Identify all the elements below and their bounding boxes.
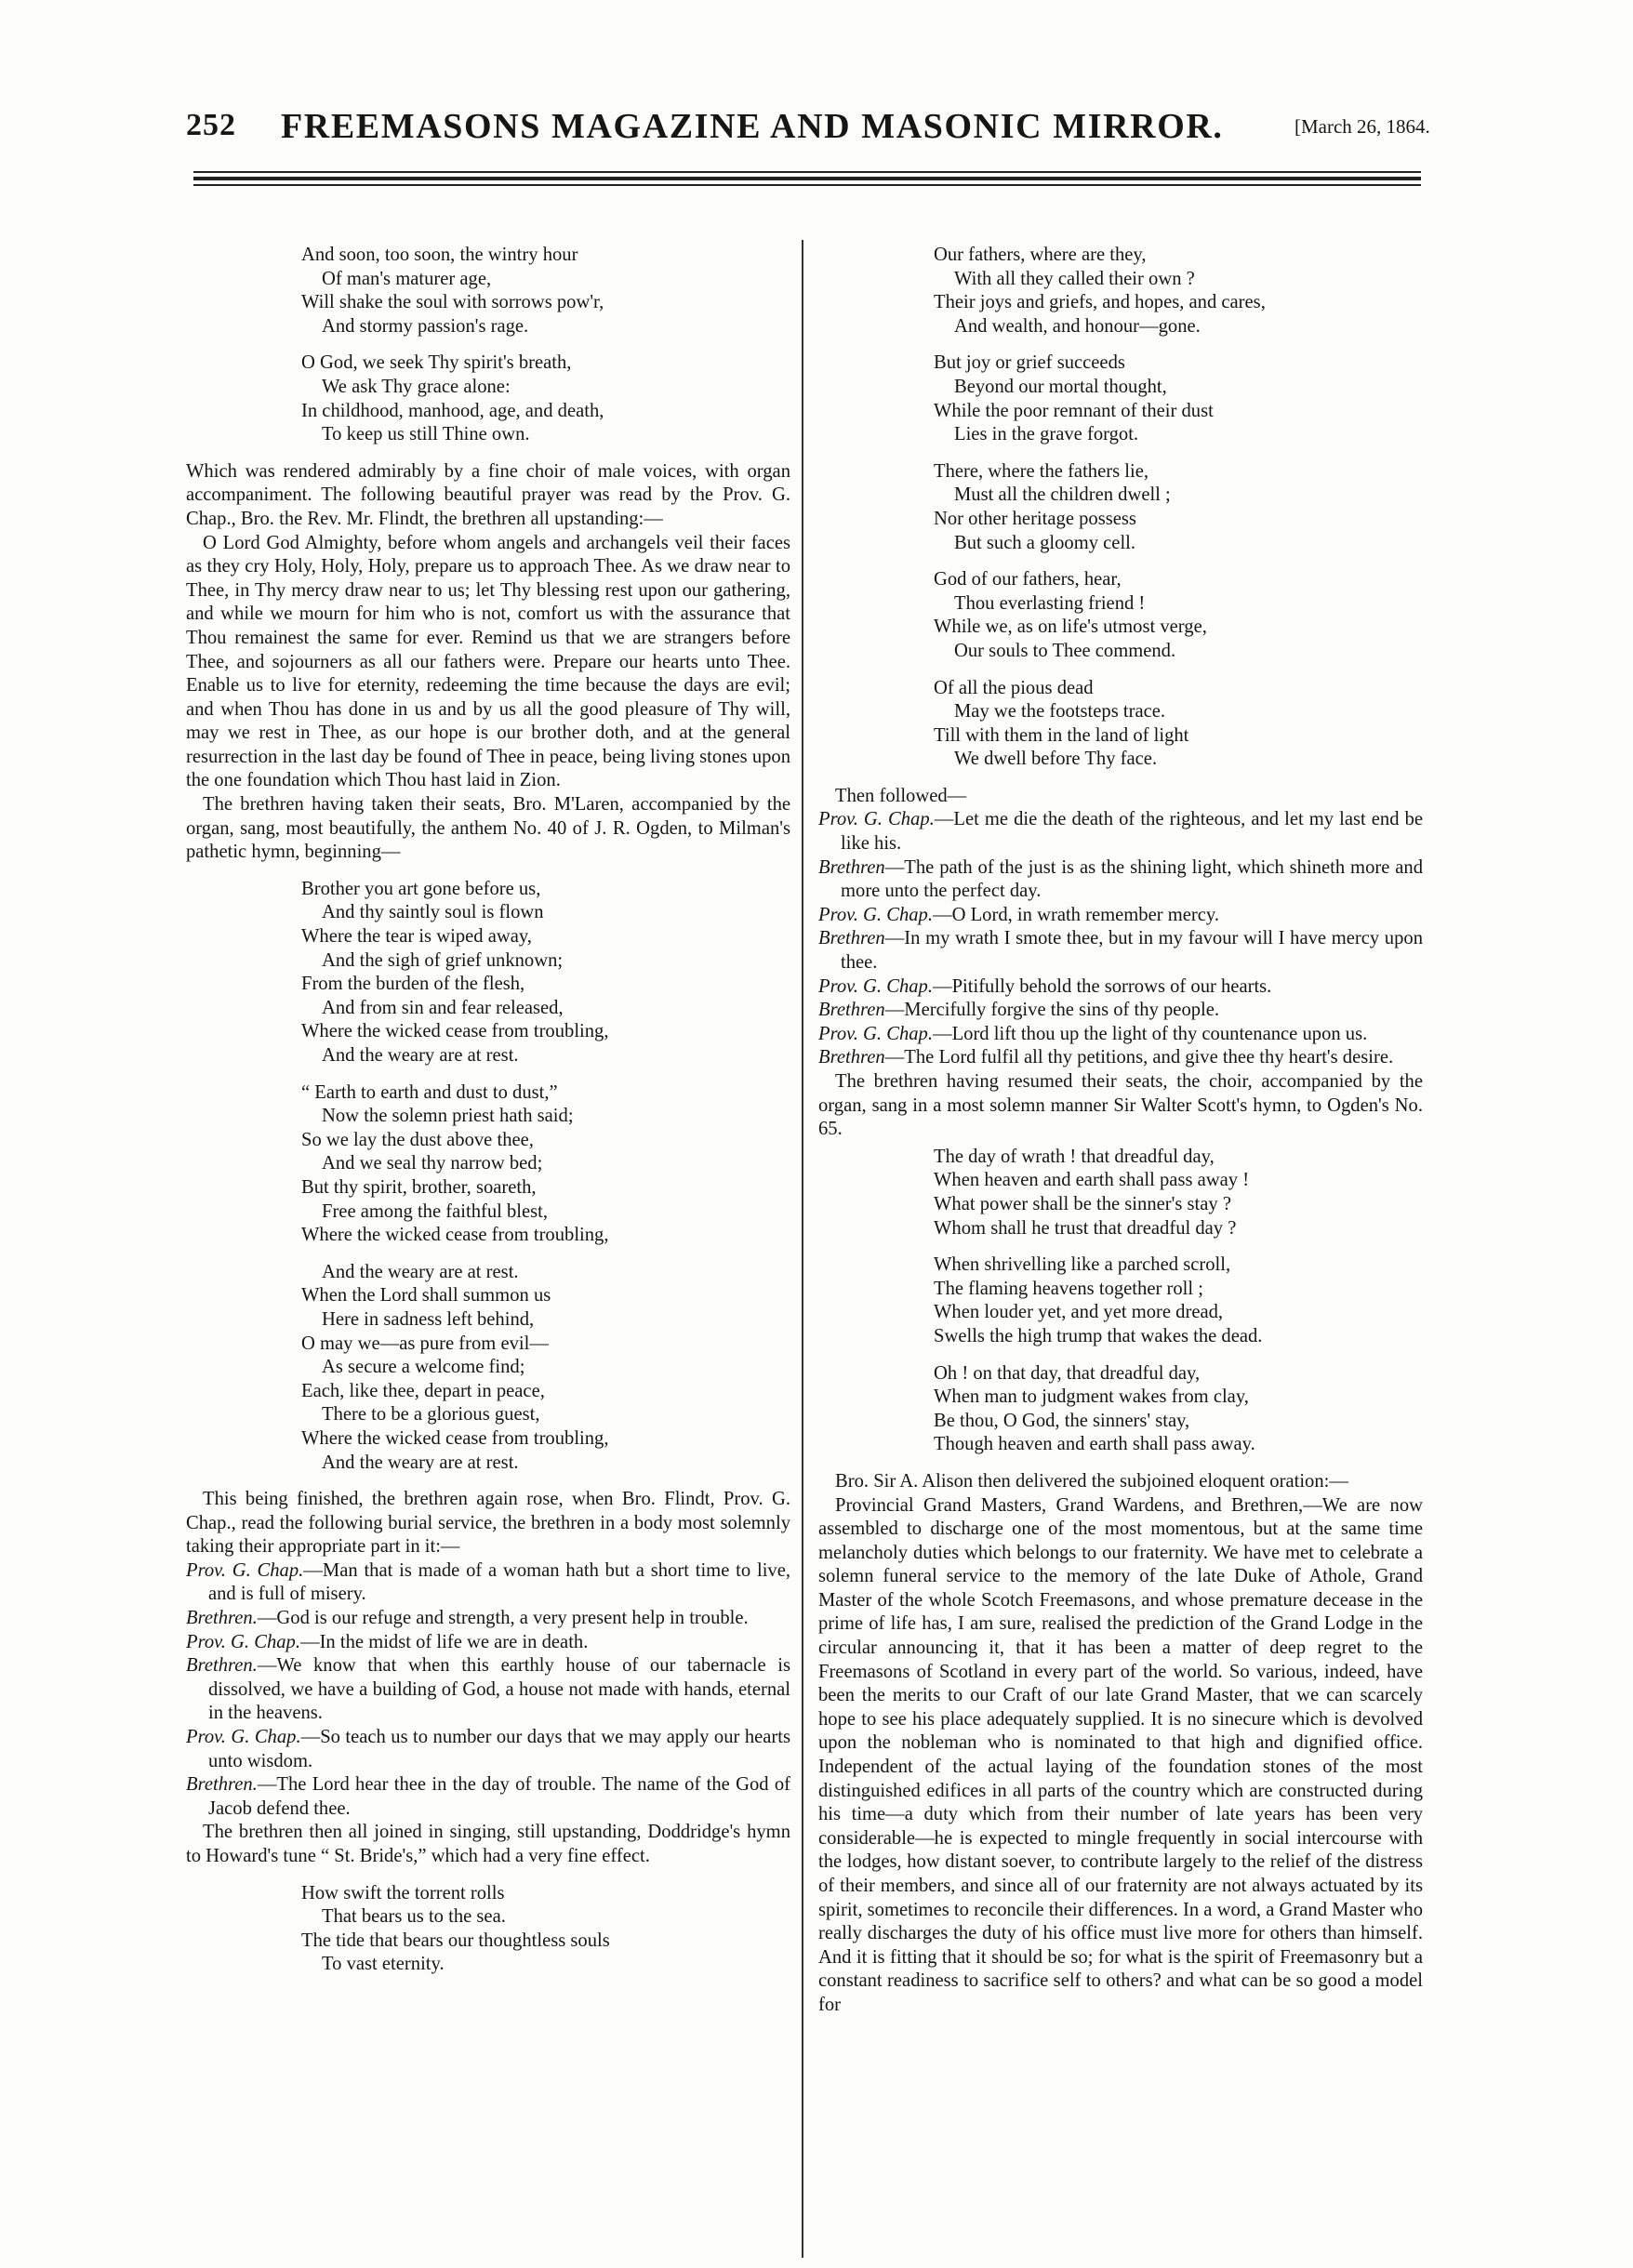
verse-line: O may we—as pure from evil— xyxy=(301,1333,549,1354)
speaker-label: Prov. G. Chap. xyxy=(186,1559,304,1581)
verse-line: “ Earth to earth and dust to dust,” xyxy=(301,1081,558,1103)
right-column xyxy=(818,244,1423,2018)
response-text: —Pitifully behold the sorrows of our hearts. xyxy=(932,975,1272,997)
left-column xyxy=(186,244,790,1990)
speaker-label: Prov. G. Chap. xyxy=(818,975,933,997)
response-text: —Man that is made of a woman hath but a short time to live, and is full of misery. xyxy=(208,1559,790,1605)
verse-line: Now the solemn priest hath said; xyxy=(322,1106,574,1127)
verse-line: Where the wicked cease from troubling, xyxy=(301,1225,609,1246)
verse-line: But such a gloomy cell. xyxy=(954,532,1136,553)
verse-line: Their joys and griefs, and hopes, and cares, xyxy=(934,292,1266,313)
verse-line: And wealth, and honour—gone. xyxy=(954,315,1201,337)
verse-line: We ask Thy grace alone: xyxy=(322,376,511,397)
response-line xyxy=(186,1607,790,1631)
verse-line: Where the wicked cease from troubling, xyxy=(301,1427,609,1449)
issue-date: [March 26, 1864. xyxy=(1294,115,1430,138)
header-rule-thin-lower xyxy=(193,184,1421,186)
response-line xyxy=(186,1726,790,1773)
response-text: —In the midst of life we are in death. xyxy=(299,1631,589,1652)
response-line xyxy=(818,856,1423,904)
response-text: —The Lord hear thee in the day of trouble. The name of the God of Jacob defend thee. xyxy=(208,1774,790,1819)
verse-line: God of our fathers, hear, xyxy=(934,569,1122,590)
verse-line: The day of wrath ! that dreadful day, xyxy=(934,1146,1215,1167)
response-text: —So teach us to number our days that we may apply our hearts unto wisdom. xyxy=(208,1727,790,1771)
verse-line: Thou everlasting friend ! xyxy=(954,592,1146,614)
speaker-label: Brethren. xyxy=(186,1655,258,1677)
verse-line: We dwell before Thy face. xyxy=(954,749,1158,770)
speaker-label: Brethren. xyxy=(186,1774,258,1796)
burial-service-responses xyxy=(186,1559,790,1822)
verse-line: While we, as on life's utmost verge, xyxy=(934,617,1207,638)
verse-line: Be thou, O God, the sinners' stay, xyxy=(934,1410,1190,1431)
speaker-label: Prov. G. Chap. xyxy=(186,1631,300,1652)
speaker-label: Prov. G. Chap. xyxy=(818,904,933,925)
verse-line: And we seal thy narrow bed; xyxy=(322,1153,543,1174)
verse-line: Of all the pious dead xyxy=(934,677,1094,698)
verse-line: Till with them in the land of light xyxy=(934,724,1189,746)
verse-line: O God, we seek Thy spirit's breath, xyxy=(301,352,572,374)
column-divider xyxy=(802,240,803,2258)
verse-line: Will shake the soul with sorrows pow'r, xyxy=(301,292,604,313)
prayer-paragraph: O Lord God Almighty, before whom angels and archangels veil their faces as they cry Holy, Holy, Holy, prepare us to approach Thee. As we draw near to Thee, in Thy mercy draw near to us; let Thy blessing rest upon our gathering, and while we mourn for him who is not, comfort us with the assurance that Thou remainest the same for ever. Remind us that we are strangers before Thee, and sojourners as all our fathers were. Prepare our hearts unto Thee. Enable us to live for eternity, redeeming the time because the days are evil; and when Thou has done in us and by us all the good pleasure of Thy will, may we rest in Thee, as our hope is our brother doth, and at the general resurrection in the last day be found of Thee in peace, being living stones upon the one foundation which Thou hast laid in Zion. xyxy=(186,532,790,791)
body-paragraph: Which was rendered admirably by a fine choir of male voices, with organ accompaniment. The following beautiful prayer was read by the Prov. G. Chap., Bro. the Rev. Mr. Flindt, the brethren all upstanding:— xyxy=(186,460,790,529)
verse-line: And the weary are at rest. xyxy=(322,1452,519,1473)
response-line xyxy=(818,904,1423,928)
page-number: 252 xyxy=(186,108,236,142)
header-rule-thin xyxy=(193,171,1421,173)
verse-line: To keep us still Thine own. xyxy=(322,424,530,445)
masthead-title: FREEMASONS MAGAZINE AND MASONIC MIRROR. xyxy=(281,107,1224,146)
verse-line: When man to judgment wakes from clay, xyxy=(934,1386,1249,1408)
response-line xyxy=(186,1773,790,1821)
response-line xyxy=(818,927,1423,975)
verse-line: Whom shall he trust that dreadful day ? xyxy=(934,1217,1237,1239)
speaker-label: Brethren xyxy=(818,928,885,949)
burial-service-responses xyxy=(818,808,1423,1070)
hymn-stanza xyxy=(186,1882,790,1977)
verse-line: From the burden of the flesh, xyxy=(301,974,525,995)
verse-line: Beyond our mortal thought, xyxy=(954,376,1167,397)
speaker-label: Prov. G. Chap. xyxy=(186,1727,301,1748)
hymn-stanza xyxy=(818,351,1423,446)
verse-line: Must all the children dwell ; xyxy=(954,484,1171,506)
body-paragraph: Then followed— xyxy=(835,785,967,806)
verse-line: When the Lord shall summon us xyxy=(301,1285,551,1306)
page-header xyxy=(186,102,1469,149)
verse-line: That bears us to the sea. xyxy=(322,1906,506,1928)
response-text: —Let me die the death of the righteous, and let my last end be like his. xyxy=(841,809,1424,855)
body-paragraph: Bro. Sir A. Alison then delivered the subjoined eloquent oration:— xyxy=(835,1470,1348,1492)
verse-line: And from sin and fear released, xyxy=(322,997,564,1018)
response-line xyxy=(818,1023,1423,1047)
verse-line: Our fathers, where are they, xyxy=(934,245,1147,265)
verse-line: But joy or grief succeeds xyxy=(934,352,1125,374)
verse-line: Nor other heritage possess xyxy=(934,508,1136,529)
verse-line: There to be a glorious guest, xyxy=(322,1404,540,1426)
verse-line: With all they called their own ? xyxy=(954,268,1195,289)
hymn-stanza xyxy=(818,1362,1423,1457)
verse-line: Where the tear is wiped away, xyxy=(301,926,532,948)
response-text: —God is our refuge and strength, a very present help in trouble. xyxy=(257,1608,749,1629)
response-line xyxy=(186,1654,790,1726)
response-text: —We know that when this earthly house of our tabernacle is dissolved, we have a building of God, a house not made with hands, eternal in the heavens. xyxy=(208,1655,790,1724)
verse-line: While the poor remnant of their dust xyxy=(934,400,1214,421)
response-text: —In my wrath I smote thee, but in my favour will I have mercy upon thee. xyxy=(841,928,1423,974)
header-rule-thick xyxy=(193,177,1421,180)
verse-line: Of man's maturer age, xyxy=(322,268,492,289)
verse-line: But thy spirit, brother, soareth, xyxy=(301,1176,537,1198)
hymn-stanza xyxy=(186,1081,790,1248)
hymn-stanza xyxy=(818,568,1423,663)
verse-line: And the weary are at rest. xyxy=(322,1045,519,1066)
verse-line: And stormy passion's rage. xyxy=(322,315,529,337)
speaker-label: Brethren xyxy=(818,1047,885,1068)
verse-line: Each, like thee, depart in peace, xyxy=(301,1380,545,1401)
verse-line: And soon, too soon, the wintry hour xyxy=(301,245,578,265)
verse-line: When shrivelling like a parched scroll, xyxy=(934,1254,1231,1276)
response-line xyxy=(186,1631,790,1655)
hymn-stanza xyxy=(186,1261,790,1475)
verse-line: Lies in the grave forgot. xyxy=(954,424,1139,445)
verse-line: Our souls to Thee commend. xyxy=(954,640,1176,661)
hymn-stanza xyxy=(186,878,790,1068)
speaker-label: Prov. G. Chap. xyxy=(818,809,935,830)
hymn-stanza xyxy=(818,1146,1423,1240)
verse-line: Where the wicked cease from troubling, xyxy=(301,1021,609,1042)
verse-line: Here in sadness left behind, xyxy=(322,1308,535,1330)
verse-line: Swells the high trump that wakes the dead. xyxy=(934,1325,1263,1346)
verse-line: In childhood, manhood, age, and death, xyxy=(301,400,604,421)
verse-line: The tide that bears our thoughtless souls xyxy=(301,1930,610,1951)
response-line xyxy=(186,1559,790,1607)
response-text: —Lord lift thou up the light of thy countenance upon us. xyxy=(932,1023,1368,1044)
verse-line: Free among the faithful blest, xyxy=(322,1200,549,1222)
poem-stanza xyxy=(186,351,790,446)
verse-line: Oh ! on that day, that dreadful day, xyxy=(934,1362,1201,1384)
poem-stanza xyxy=(186,244,790,338)
verse-line: When heaven and earth shall pass away ! xyxy=(934,1170,1250,1191)
response-text: —The path of the just is as the shining light, which shineth more and more unto the perfect day. xyxy=(841,856,1423,902)
verse-line: And the weary are at rest. xyxy=(322,1261,519,1282)
verse-line: How swift the torrent rolls xyxy=(301,1882,505,1903)
body-paragraph: The brethren having taken their seats, Bro. M'Laren, accompanied by the organ, sang, most beautifully, the anthem No. 40 of J. R. Ogden, to Milman's pathetic hymn, beginning— xyxy=(186,794,790,863)
response-line xyxy=(818,975,1423,1000)
speaker-label: Brethren xyxy=(818,856,885,878)
verse-line: When louder yet, and yet more dread, xyxy=(934,1302,1224,1323)
body-paragraph: This being finished, the brethren again rose, when Bro. Flindt, Prov. G. Chap., read the following burial service, the brethren in a body most solemnly taking their appropriate part in it:— xyxy=(186,1489,790,1558)
verse-line: Brother you art gone before us, xyxy=(301,878,541,899)
speaker-label: Prov. G. Chap. xyxy=(818,1023,933,1044)
hymn-stanza xyxy=(818,244,1423,338)
verse-line: May we the footsteps trace. xyxy=(954,701,1166,723)
response-text: —Mercifully forgive the sins of thy people. xyxy=(884,1000,1220,1021)
verse-line: What power shall be the sinner's stay ? xyxy=(934,1193,1231,1214)
oration-paragraph: Provincial Grand Masters, Grand Wardens, and Brethren,—We are now assembled to discharge one of the most momentous, but at the same time melancholy duties which belongs to our fraternity. We have met to celebrate a solemn funeral service to the memory of the late Duke of Athole, Grand Master of the whole Scotch Freemasons, and whose premature decease in the prime of life has, I am sure, realised the prediction of the Grand Lodge in the circular announcing it, that it has been a matter of deep regret to the Freemasons of Scotland in every part of the world. So various, indeed, have been the merits to our Craft of our late Grand Master, that we can scarcely hope to see his place adequately supplied. It is no sinecure which is devolved upon the nobleman who is nominated to that high and dignified office. Independent of the actual laying of the foundation stones of the most distinguished edifices in all parts of the country which are constructed during his time—a duty which from their number of late years has been very considerable—he is expected to mingle frequently in social intercourse with the lodges, how distant soever, to contribute largely to the relief of the distress of their members, and since all of our fraternity are not always actuated by its spirit, sometimes to reconcile their differences. In a word, a Grand Master who really discharges the duty of his office must live more for others than himself. And it is fitting that it should be so; for what is the spirit of Freemasonry but a constant readiness to sacrifice self to others? and what can be so good a model for xyxy=(818,1494,1423,2015)
response-line xyxy=(818,808,1423,855)
hymn-stanza xyxy=(818,460,1423,555)
verse-line: To vast eternity. xyxy=(322,1954,445,1975)
verse-line: And the sigh of grief unknown; xyxy=(322,949,564,971)
hymn-stanza xyxy=(818,677,1423,772)
verse-line: Though heaven and earth shall pass away. xyxy=(934,1434,1255,1455)
verse-line: There, where the fathers lie, xyxy=(934,460,1148,482)
verse-line: So we lay the dust above thee, xyxy=(301,1129,534,1150)
response-line xyxy=(818,999,1423,1023)
verse-line: And thy saintly soul is flown xyxy=(322,902,544,923)
verse-line: The flaming heavens together roll ; xyxy=(934,1278,1203,1299)
response-line xyxy=(818,1046,1423,1070)
hymn-stanza xyxy=(818,1253,1423,1348)
response-text: —The Lord fulfil all thy petitions, and give thee thy heart's desire. xyxy=(884,1047,1394,1068)
verse-line: As secure a welcome find; xyxy=(322,1357,525,1378)
speaker-label: Brethren. xyxy=(186,1608,258,1629)
response-text: —O Lord, in wrath remember mercy. xyxy=(932,904,1220,925)
body-paragraph: The brethren then all joined in singing, still upstanding, Doddridge's hymn to Howard's tune “ St. Bride's,” which had a very fine effect. xyxy=(186,1822,790,1866)
body-paragraph: The brethren having resumed their seats, the choir, accompanied by the organ, sang in a most solemn manner Sir Walter Scott's hymn, to Ogden's No. 65. xyxy=(818,1071,1423,1140)
speaker-label: Brethren xyxy=(818,1000,885,1021)
